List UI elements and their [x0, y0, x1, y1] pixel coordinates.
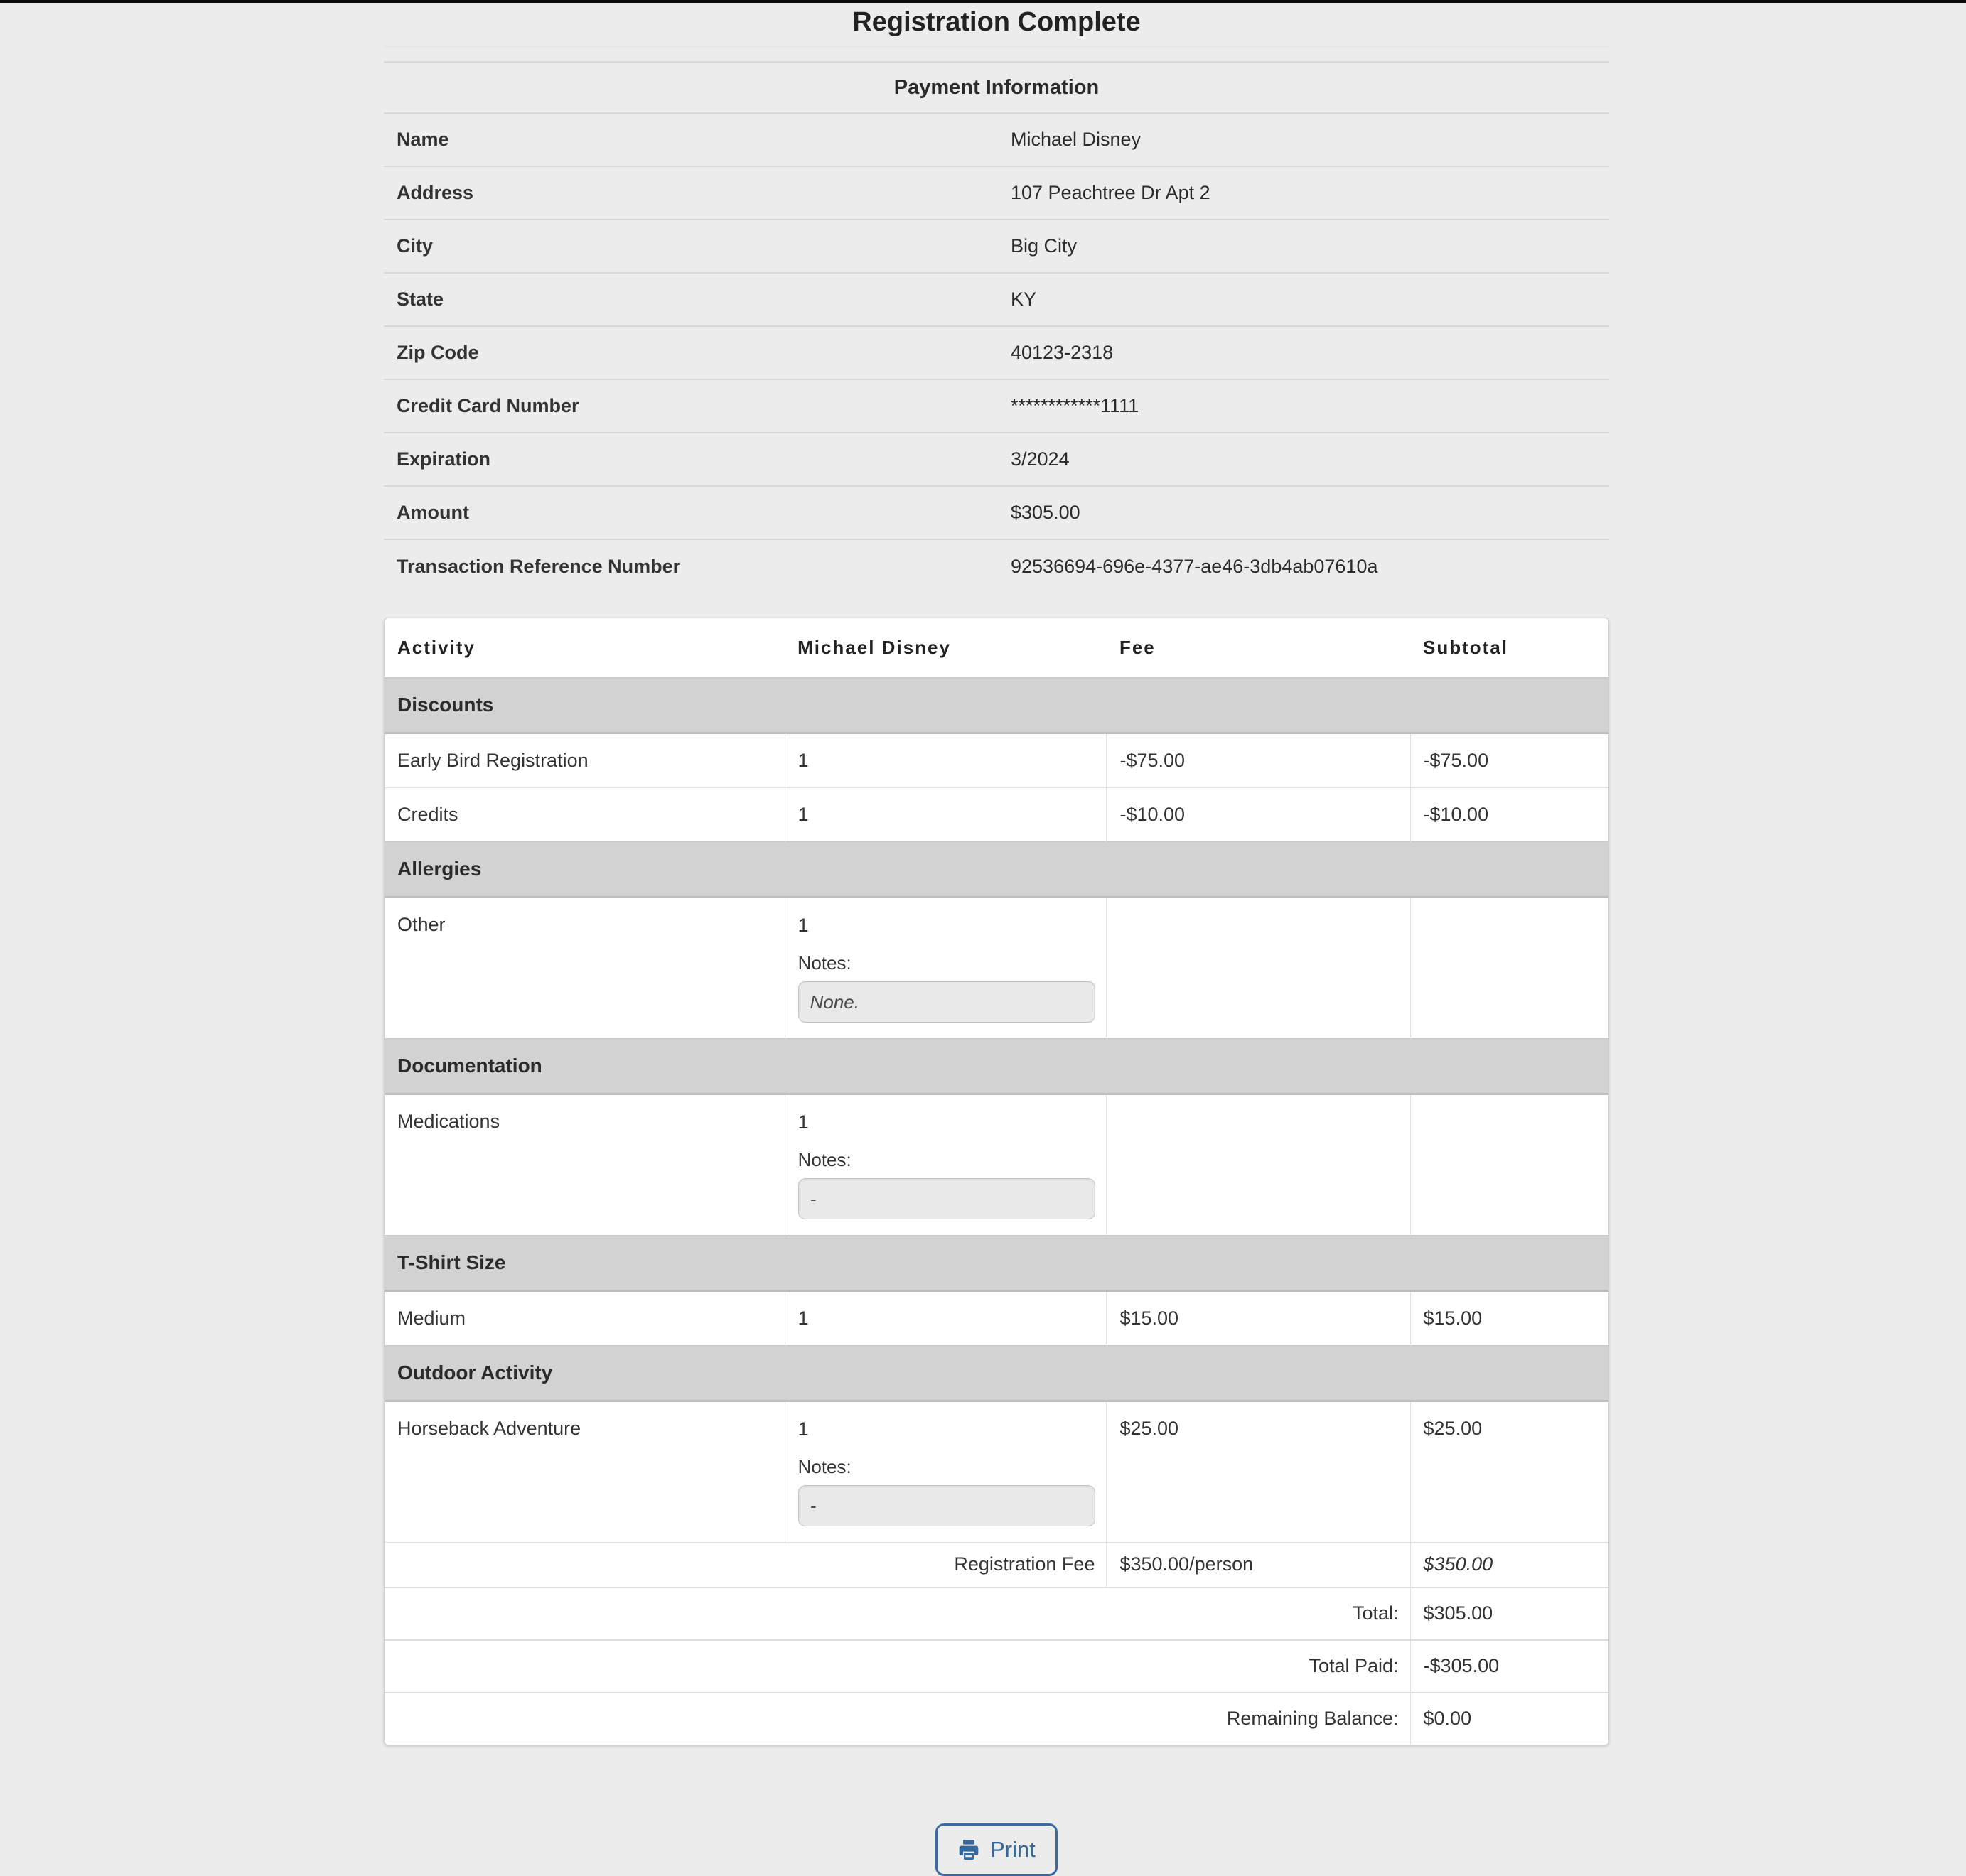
payment-row-label: State — [397, 289, 444, 310]
item-fee — [1107, 1094, 1410, 1236]
payment-row-value: Big City — [1011, 235, 1078, 257]
payment-information-panel — [384, 61, 1609, 593]
item-row-other-allergy — [385, 897, 1608, 1039]
item-row-credits — [385, 788, 1608, 842]
payment-row-label: Transaction Reference Number — [397, 556, 681, 577]
payment-row-name — [384, 114, 1609, 167]
notes-box — [798, 981, 1096, 1023]
item-qty: 1 — [797, 1111, 809, 1133]
payment-row-label: Name — [397, 129, 449, 150]
total-value: $305.00 — [1410, 1587, 1608, 1640]
item-subtotal: -$10.00 — [1410, 788, 1608, 842]
column-header-subtotal: Subtotal — [1423, 637, 1509, 658]
item-subtotal — [1410, 897, 1608, 1039]
item-row-medications — [385, 1094, 1608, 1236]
payment-row-state — [384, 274, 1609, 327]
section-row-discounts — [385, 678, 1608, 733]
activity-header-row — [385, 618, 1608, 678]
remaining-balance-row — [385, 1693, 1608, 1745]
print-button-container — [384, 1823, 1609, 1876]
column-header-fee: Fee — [1119, 637, 1156, 658]
item-row-early-bird — [385, 733, 1608, 788]
payment-row-zip — [384, 327, 1609, 380]
section-title: Outdoor Activity — [385, 1346, 1608, 1401]
payment-row-value: ************1111 — [1011, 395, 1139, 416]
payment-information-header: Payment Information — [384, 61, 1609, 114]
total-label: Total: — [385, 1587, 1410, 1640]
page-title: Registration Complete — [384, 7, 1609, 47]
total-paid-value: -$305.00 — [1410, 1640, 1608, 1693]
payment-row-value: 107 Peachtree Dr Apt 2 — [1011, 182, 1210, 203]
payment-row-transaction-ref — [384, 540, 1609, 593]
item-name: Credits — [385, 788, 785, 842]
activity-table — [385, 618, 1608, 1745]
section-row-documentation — [385, 1039, 1608, 1094]
remaining-balance-value: $0.00 — [1410, 1693, 1608, 1745]
item-qty: 1 — [785, 788, 1107, 842]
payment-row-amount — [384, 487, 1609, 540]
item-row-horseback — [385, 1401, 1608, 1543]
item-subtotal: -$75.00 — [1410, 733, 1608, 788]
registration-fee-row — [385, 1543, 1608, 1588]
payment-row-label: Zip Code — [397, 342, 479, 363]
item-name: Medications — [385, 1094, 785, 1236]
item-row-medium — [385, 1291, 1608, 1346]
item-qty-cell — [785, 1094, 1107, 1236]
payment-row-label: Amount — [397, 502, 469, 523]
item-name: Medium — [385, 1291, 785, 1346]
payment-row-label: City — [397, 235, 434, 257]
remaining-balance-label: Remaining Balance: — [385, 1693, 1410, 1745]
notes-label: Notes: — [797, 952, 852, 974]
total-row — [385, 1587, 1608, 1640]
item-subtotal: $15.00 — [1410, 1291, 1608, 1346]
item-name: Other — [385, 897, 785, 1039]
print-button[interactable] — [935, 1823, 1058, 1876]
item-fee: $15.00 — [1107, 1291, 1410, 1346]
item-fee — [1107, 897, 1410, 1039]
notes-text: - — [810, 1494, 817, 1516]
print-button-label: Print — [990, 1837, 1036, 1862]
section-title: Documentation — [385, 1039, 1608, 1094]
payment-row-value: 3/2024 — [1011, 448, 1070, 470]
notes-label: Notes: — [797, 1456, 852, 1477]
item-qty-cell — [785, 1401, 1107, 1543]
payment-row-value: KY — [1011, 289, 1037, 310]
item-name: Horseback Adventure — [385, 1401, 785, 1543]
registration-fee-subtotal: $350.00 — [1410, 1543, 1608, 1588]
section-title: Allergies — [385, 842, 1608, 897]
payment-row-expiration — [384, 433, 1609, 487]
notes-text: None. — [810, 991, 859, 1013]
payment-row-credit-card — [384, 380, 1609, 433]
section-title: T-Shirt Size — [385, 1236, 1608, 1291]
item-fee: $25.00 — [1107, 1401, 1410, 1543]
item-qty-cell — [785, 897, 1107, 1039]
item-qty: 1 — [797, 915, 809, 936]
payment-row-value: 40123-2318 — [1011, 342, 1114, 363]
main-content — [384, 7, 1609, 1876]
payment-row-value: Michael Disney — [1011, 129, 1142, 150]
payment-row-city — [384, 220, 1609, 274]
notes-label: Notes: — [797, 1149, 852, 1170]
section-row-allergies — [385, 842, 1608, 897]
payment-row-value: $305.00 — [1011, 502, 1080, 523]
section-title: Discounts — [385, 678, 1608, 733]
payment-row-value: 92536694-696e-4377-ae46-3db4ab07610a — [1011, 556, 1378, 577]
total-paid-label: Total Paid: — [385, 1640, 1410, 1693]
registration-fee-label: Registration Fee — [385, 1543, 1107, 1588]
notes-box — [798, 1178, 1096, 1219]
section-row-tshirt-size — [385, 1236, 1608, 1291]
item-fee: -$10.00 — [1107, 788, 1410, 842]
total-paid-row — [385, 1640, 1608, 1693]
column-header-attendee: Michael Disney — [797, 637, 951, 658]
activity-table-card — [384, 618, 1609, 1745]
top-bar — [0, 0, 1966, 3]
item-subtotal: $25.00 — [1410, 1401, 1608, 1543]
section-row-outdoor-activity — [385, 1346, 1608, 1401]
item-fee: -$75.00 — [1107, 733, 1410, 788]
item-qty: 1 — [785, 733, 1107, 788]
item-subtotal — [1410, 1094, 1608, 1236]
payment-row-label: Credit Card Number — [397, 395, 579, 416]
printer-icon — [957, 1838, 980, 1861]
payment-row-label: Expiration — [397, 448, 491, 470]
payment-row-label: Address — [397, 182, 474, 203]
item-qty: 1 — [785, 1291, 1107, 1346]
item-qty: 1 — [797, 1418, 809, 1440]
notes-text: - — [810, 1187, 817, 1209]
column-header-activity: Activity — [397, 637, 476, 658]
notes-box — [798, 1485, 1096, 1526]
payment-row-address — [384, 167, 1609, 220]
item-name: Early Bird Registration — [385, 733, 785, 788]
registration-fee-rate: $350.00/person — [1107, 1543, 1410, 1588]
